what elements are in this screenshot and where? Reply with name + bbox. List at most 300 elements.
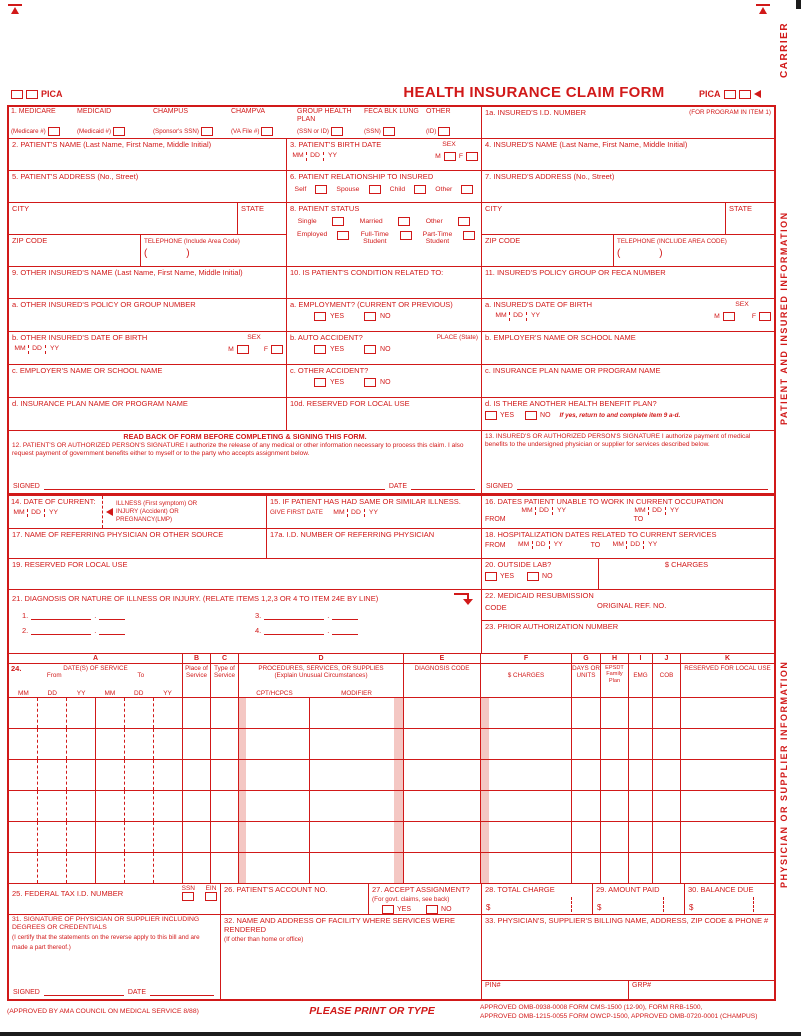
svc-charges-cell[interactable] bbox=[481, 822, 572, 852]
field-11b-employer-school-name[interactable] bbox=[482, 332, 774, 364]
status-other-checkbox[interactable] bbox=[458, 217, 470, 226]
svc-emg-cell[interactable] bbox=[629, 822, 653, 852]
field-22-medicaid-resubmission[interactable] bbox=[482, 590, 774, 621]
svc-cob-cell[interactable] bbox=[653, 791, 681, 821]
diagnosis-slot-4: 4. . bbox=[245, 626, 478, 641]
insured-telephone-field[interactable] bbox=[614, 235, 774, 266]
original-ref-area bbox=[597, 591, 771, 619]
grp-label: GRP# bbox=[632, 982, 652, 989]
patient-telephone-field[interactable] bbox=[141, 235, 286, 266]
svc-days-units-cell[interactable] bbox=[572, 822, 601, 852]
svc-epsdt-cell[interactable] bbox=[601, 853, 629, 883]
svc-cpt-cell[interactable] bbox=[239, 853, 310, 883]
svc-cpt-cell[interactable] bbox=[239, 729, 310, 759]
employment-yes-checkbox[interactable] bbox=[314, 312, 326, 321]
svc-from-yy-cell[interactable] bbox=[67, 698, 96, 728]
insured-signature-line[interactable] bbox=[517, 482, 768, 490]
date-subheaders bbox=[9, 690, 182, 697]
field-29-amount-paid[interactable] bbox=[593, 884, 685, 914]
svc-from-dd-cell[interactable] bbox=[38, 760, 67, 790]
row-b bbox=[9, 332, 774, 365]
svc-local-use-cell[interactable] bbox=[681, 729, 774, 759]
feca-checkbox[interactable] bbox=[383, 127, 395, 136]
status-employed-checkbox[interactable] bbox=[337, 231, 349, 240]
pregnancy-option: PREGNANCY(LMP) bbox=[116, 515, 173, 523]
field-17a-referring-physician-id[interactable] bbox=[267, 529, 482, 558]
svc-to-mm-cell[interactable] bbox=[96, 791, 125, 821]
from-label: FROM bbox=[485, 541, 506, 549]
svc-cob-cell[interactable] bbox=[653, 698, 681, 728]
svc-charges-cell[interactable] bbox=[481, 791, 572, 821]
form-title: HEALTH INSURANCE CLAIM FORM bbox=[403, 84, 665, 101]
dollar-sign: $ bbox=[486, 903, 491, 912]
modifier-label: MODIFIER bbox=[341, 689, 372, 697]
field-5-patient-address[interactable] bbox=[9, 171, 287, 202]
auto-accident-no-checkbox[interactable] bbox=[364, 345, 376, 354]
svc-to-mm-cell[interactable] bbox=[96, 853, 125, 883]
sex-female-checkbox[interactable] bbox=[759, 312, 771, 321]
diagnosis-code-line[interactable] bbox=[332, 612, 358, 620]
svc-from-mm-cell[interactable] bbox=[9, 698, 38, 728]
field-23-prior-authorization[interactable] bbox=[482, 621, 774, 632]
svc-diagnosis-code-cell[interactable] bbox=[404, 853, 481, 883]
col-h-header bbox=[601, 654, 629, 697]
condition-options bbox=[116, 500, 197, 523]
patient-zip-field[interactable] bbox=[9, 235, 141, 266]
option-sublabel: (ID) bbox=[426, 128, 437, 136]
svc-place-cell[interactable] bbox=[183, 791, 211, 821]
svc-from-dd-cell[interactable] bbox=[38, 822, 67, 852]
sex-female-checkbox[interactable] bbox=[271, 345, 283, 354]
svc-place-cell[interactable] bbox=[183, 698, 211, 728]
svc-to-dd-cell[interactable] bbox=[125, 729, 154, 759]
assignment-no-checkbox[interactable] bbox=[426, 905, 438, 914]
svc-days-units-cell[interactable] bbox=[572, 760, 601, 790]
svc-from-yy-cell[interactable] bbox=[67, 729, 96, 759]
svc-type-cell[interactable] bbox=[211, 791, 239, 821]
status-parttime-checkbox[interactable] bbox=[463, 231, 475, 240]
svc-days-units-cell[interactable] bbox=[572, 729, 601, 759]
sex-female-checkbox[interactable] bbox=[466, 152, 478, 161]
pica-checkbox[interactable] bbox=[724, 90, 736, 99]
scan-edge-artifact bbox=[0, 1032, 801, 1036]
field-33-billing-name-address[interactable] bbox=[482, 915, 774, 999]
status-fulltime-student-label: Full-Time Student bbox=[360, 231, 389, 246]
svc-from-yy-cell[interactable] bbox=[67, 853, 96, 883]
telephone-label: TELEPHONE (Include Area Code) bbox=[144, 238, 240, 245]
svc-to-dd-cell[interactable] bbox=[125, 822, 154, 852]
svc-local-use-cell[interactable] bbox=[681, 698, 774, 728]
pica-left-label: PICA bbox=[41, 89, 63, 99]
field-label: 15. IF PATIENT HAS HAD SAME OR SIMILAR ILLNESS. bbox=[270, 497, 461, 506]
grp-field[interactable] bbox=[629, 981, 774, 999]
outside-lab-no-checkbox[interactable] bbox=[527, 572, 539, 581]
champva-checkbox[interactable] bbox=[261, 127, 273, 136]
medicaid-checkbox[interactable] bbox=[113, 127, 125, 136]
svc-from-mm-cell[interactable] bbox=[9, 760, 38, 790]
svc-epsdt-cell[interactable] bbox=[601, 729, 629, 759]
svc-emg-cell[interactable] bbox=[629, 791, 653, 821]
field-label: 21. DIAGNOSIS OR NATURE OF ILLNESS OR INJURY. (RELATE ITEMS 1,2,3 OR 4 TO ITEM 24E BY LINE) bbox=[12, 594, 379, 603]
current-date-area[interactable] bbox=[9, 496, 103, 528]
svc-cob-cell[interactable] bbox=[653, 760, 681, 790]
svc-from-dd-cell[interactable] bbox=[38, 729, 67, 759]
svc-to-yy-cell[interactable] bbox=[154, 822, 183, 852]
another-plan-yes-checkbox[interactable] bbox=[485, 411, 497, 420]
svc-from-yy-cell[interactable] bbox=[67, 791, 96, 821]
field-label: b. EMPLOYER'S NAME OR SCHOOL NAME bbox=[485, 333, 636, 342]
svc-cpt-cell[interactable] bbox=[239, 791, 310, 821]
dd-label: DD bbox=[348, 509, 365, 517]
svc-from-mm-cell[interactable] bbox=[9, 822, 38, 852]
field-21-diagnosis bbox=[9, 590, 482, 653]
svc-cpt-cell[interactable] bbox=[239, 760, 310, 790]
svc-modifier-cell[interactable] bbox=[310, 791, 404, 821]
diagnosis-code-line[interactable] bbox=[31, 627, 91, 635]
field-label: 23. PRIOR AUTHORIZATION NUMBER bbox=[485, 622, 619, 631]
status-other-label: Other bbox=[425, 218, 443, 225]
col-title: $ CHARGES bbox=[507, 672, 545, 679]
other-checkbox[interactable] bbox=[438, 127, 450, 136]
svc-modifier-cell[interactable] bbox=[310, 698, 404, 728]
svc-charges-cell[interactable] bbox=[481, 729, 572, 759]
svc-local-use-cell[interactable] bbox=[681, 791, 774, 821]
patient-signature-line[interactable] bbox=[44, 482, 385, 490]
svc-emg-cell[interactable] bbox=[629, 760, 653, 790]
signed-label: SIGNED bbox=[486, 483, 513, 490]
field-9a-other-insured-policy[interactable] bbox=[9, 299, 287, 331]
insured-city-field[interactable] bbox=[482, 203, 726, 234]
relation-spouse-checkbox[interactable] bbox=[369, 185, 381, 194]
col-letter: I bbox=[629, 654, 652, 664]
row-referring-physician bbox=[9, 529, 774, 559]
field-label: 2. PATIENT'S NAME (Last Name, First Name, Middle Initial) bbox=[12, 140, 212, 149]
svc-to-mm-cell[interactable] bbox=[96, 822, 125, 852]
svc-from-dd-cell[interactable] bbox=[38, 791, 67, 821]
mm-label: MM bbox=[632, 507, 649, 515]
cents-divider bbox=[753, 897, 754, 912]
row-other-insured bbox=[9, 267, 774, 299]
svc-type-cell[interactable] bbox=[211, 853, 239, 883]
svc-from-yy-cell[interactable] bbox=[67, 760, 96, 790]
svc-emg-cell[interactable] bbox=[629, 729, 653, 759]
outside-lab-yes-checkbox[interactable] bbox=[485, 572, 497, 581]
ein-label: EIN bbox=[205, 885, 217, 892]
svc-cpt-cell[interactable] bbox=[239, 698, 310, 728]
other-accident-no-checkbox[interactable] bbox=[364, 378, 376, 387]
svc-modifier-cell[interactable] bbox=[310, 760, 404, 790]
give-first-date-label: GIVE FIRST DATE bbox=[270, 509, 323, 517]
yy-label: YY bbox=[76, 689, 86, 697]
svc-charges-cell[interactable] bbox=[481, 853, 572, 883]
field-4-insured-name[interactable] bbox=[482, 139, 774, 170]
no-label: NO bbox=[380, 346, 391, 353]
svc-local-use-cell[interactable] bbox=[681, 822, 774, 852]
field-11c-insurance-plan-name[interactable] bbox=[482, 365, 774, 397]
service-line-row bbox=[9, 853, 774, 884]
field-2-patient-name[interactable] bbox=[9, 139, 287, 170]
svc-to-yy-cell[interactable] bbox=[154, 760, 183, 790]
male-label: M bbox=[714, 313, 720, 320]
relation-child-checkbox[interactable] bbox=[414, 185, 426, 194]
patient-city-field[interactable] bbox=[9, 203, 238, 234]
field-19-reserved-local-use[interactable] bbox=[9, 559, 482, 589]
mm-label: MM bbox=[519, 507, 536, 515]
field-11-insured-policy-group[interactable] bbox=[482, 267, 774, 298]
telephone-label: TELEPHONE (INCLUDE AREA CODE) bbox=[617, 238, 727, 245]
phone-parens: ( ) bbox=[617, 247, 663, 259]
field-label: 3. PATIENT'S BIRTH DATE bbox=[290, 140, 382, 149]
svc-to-yy-cell[interactable] bbox=[154, 791, 183, 821]
field-label: b. OTHER INSURED'S DATE OF BIRTH bbox=[12, 333, 148, 342]
svc-to-mm-cell[interactable] bbox=[96, 729, 125, 759]
patient-state-field[interactable] bbox=[238, 203, 286, 234]
col-letter: J bbox=[653, 654, 680, 664]
svc-charges-cell[interactable] bbox=[481, 760, 572, 790]
svc-place-cell[interactable] bbox=[183, 729, 211, 759]
employment-no-checkbox[interactable] bbox=[364, 312, 376, 321]
svc-diagnosis-code-cell[interactable] bbox=[404, 822, 481, 852]
svc-local-use-cell[interactable] bbox=[681, 760, 774, 790]
svc-epsdt-cell[interactable] bbox=[601, 698, 629, 728]
svc-days-units-cell[interactable] bbox=[572, 791, 601, 821]
svc-to-yy-cell[interactable] bbox=[154, 853, 183, 883]
svc-type-cell[interactable] bbox=[211, 760, 239, 790]
field-17-referring-physician-name[interactable] bbox=[9, 529, 267, 558]
field-15-same-similar-illness[interactable] bbox=[267, 496, 482, 528]
another-plan-no-checkbox[interactable] bbox=[525, 411, 537, 420]
sex-male-checkbox[interactable] bbox=[237, 345, 249, 354]
physician-date-line[interactable] bbox=[150, 988, 214, 996]
svc-diagnosis-code-cell[interactable] bbox=[404, 791, 481, 821]
omb-approval-notes bbox=[472, 1004, 776, 1022]
svc-to-yy-cell[interactable] bbox=[154, 698, 183, 728]
no-label: NO bbox=[380, 313, 391, 320]
ssn-checkbox[interactable] bbox=[182, 892, 194, 901]
diagnosis-code-line[interactable] bbox=[264, 612, 324, 620]
svc-type-cell[interactable] bbox=[211, 729, 239, 759]
arrow-left-icon bbox=[754, 90, 761, 98]
field-30-balance-due[interactable] bbox=[685, 884, 774, 914]
field-10b-auto-accident bbox=[287, 332, 482, 364]
svc-epsdt-cell[interactable] bbox=[601, 822, 629, 852]
svc-emg-cell[interactable] bbox=[629, 853, 653, 883]
field-label: 16. DATES PATIENT UNABLE TO WORK IN CURRENT OCCUPATION bbox=[485, 497, 724, 506]
field-27-accept-assignment bbox=[369, 884, 482, 914]
field-label: c. OTHER ACCIDENT? bbox=[290, 366, 369, 375]
authorization-body: I authorize payment of medical benefits to the undersigned physician or supplier for services described below. bbox=[485, 433, 751, 449]
mm-label: MM bbox=[516, 541, 533, 549]
svc-type-cell[interactable] bbox=[211, 698, 239, 728]
field-note: (I certify that the statements on the reverse apply to this bill and are made a part thereof.) bbox=[12, 934, 200, 951]
svc-cpt-cell[interactable] bbox=[239, 822, 310, 852]
svc-from-dd-cell[interactable] bbox=[38, 698, 67, 728]
field-11d-another-health-plan bbox=[482, 398, 774, 430]
svc-to-mm-cell[interactable] bbox=[96, 760, 125, 790]
field-9-other-insured-name[interactable] bbox=[9, 267, 287, 298]
field-32-facility-name-address[interactable] bbox=[221, 915, 482, 999]
svc-cob-cell[interactable] bbox=[653, 853, 681, 883]
svc-local-use-cell[interactable] bbox=[681, 853, 774, 883]
other-accident-yes-checkbox[interactable] bbox=[314, 378, 326, 387]
auto-accident-yes-checkbox[interactable] bbox=[314, 345, 326, 354]
diagnosis-slot-1: 1. . bbox=[12, 611, 245, 626]
status-single-checkbox[interactable] bbox=[332, 217, 344, 226]
yes-label: YES bbox=[330, 313, 345, 320]
col-i-header bbox=[629, 654, 653, 697]
svc-diagnosis-code-cell[interactable] bbox=[404, 729, 481, 759]
svc-days-units-cell[interactable] bbox=[572, 698, 601, 728]
svc-from-mm-cell[interactable] bbox=[9, 729, 38, 759]
patient-signature-date-line[interactable] bbox=[411, 482, 475, 490]
svc-from-yy-cell[interactable] bbox=[67, 822, 96, 852]
row-d bbox=[9, 398, 774, 431]
col-letter: B bbox=[183, 654, 210, 664]
pica-checkbox[interactable] bbox=[11, 90, 23, 99]
assignment-yes-checkbox[interactable] bbox=[382, 905, 394, 914]
svc-from-dd-cell[interactable] bbox=[38, 853, 67, 883]
illness-option: ILLNESS (First symptom) OR bbox=[116, 500, 198, 508]
dd-label: DD bbox=[307, 152, 324, 160]
if-yes-note: If yes, return to and complete item 9 a-d. bbox=[559, 411, 681, 419]
field-1a-insured-id-number[interactable] bbox=[482, 107, 774, 138]
svc-to-mm-cell[interactable] bbox=[96, 698, 125, 728]
svc-to-yy-cell[interactable] bbox=[154, 729, 183, 759]
diagnosis-slot-2: 2. . bbox=[12, 626, 245, 641]
field-9d-insurance-plan-name[interactable] bbox=[9, 398, 287, 430]
field-label: 9. OTHER INSURED'S NAME (Last Name, First Name, Middle Initial) bbox=[12, 268, 243, 277]
diagnosis-code-line[interactable] bbox=[264, 627, 324, 635]
svc-from-mm-cell[interactable] bbox=[9, 791, 38, 821]
yy-label: YY bbox=[48, 509, 59, 516]
field-label: b. AUTO ACCIDENT? bbox=[290, 333, 363, 342]
champus-checkbox[interactable] bbox=[201, 127, 213, 136]
insured-state-field[interactable] bbox=[726, 203, 774, 234]
field-label: 30. BALANCE DUE bbox=[688, 885, 754, 894]
svc-place-cell[interactable] bbox=[183, 822, 211, 852]
svc-cob-cell[interactable] bbox=[653, 822, 681, 852]
pin-field[interactable] bbox=[482, 981, 629, 999]
sex-male-checkbox[interactable] bbox=[723, 312, 735, 321]
date-label: DATE bbox=[127, 989, 146, 996]
medicare-checkbox[interactable] bbox=[48, 127, 60, 136]
arrow-left-icon bbox=[106, 508, 113, 516]
col-title: EMG bbox=[633, 672, 648, 679]
svc-days-units-cell[interactable] bbox=[572, 853, 601, 883]
field-7-insured-address[interactable] bbox=[482, 171, 774, 202]
pica-checkbox[interactable] bbox=[739, 90, 751, 99]
svc-modifier-cell[interactable] bbox=[310, 822, 404, 852]
dd-label: DD bbox=[649, 507, 666, 515]
field-label: 26. PATIENT'S ACCOUNT NO. bbox=[224, 885, 328, 894]
diagnosis-code-line[interactable] bbox=[332, 627, 358, 635]
option-label: FECA BLK LUNG bbox=[364, 108, 419, 115]
col-g-header bbox=[572, 654, 601, 697]
field-26-patient-account-no[interactable] bbox=[221, 884, 369, 914]
diagnosis-code-line[interactable] bbox=[99, 627, 125, 635]
svc-charges-cell[interactable] bbox=[481, 698, 572, 728]
pin-label: PIN# bbox=[485, 982, 501, 989]
field-label: a. EMPLOYMENT? (CURRENT OR PREVIOUS) bbox=[290, 300, 453, 309]
dd-label: DD bbox=[627, 541, 644, 549]
outside-lab-charges-field[interactable] bbox=[599, 559, 774, 589]
col-b-header bbox=[183, 654, 211, 697]
svc-emg-cell[interactable] bbox=[629, 698, 653, 728]
insured-zip-field[interactable] bbox=[482, 235, 614, 266]
svc-from-mm-cell[interactable] bbox=[9, 853, 38, 883]
pica-checkbox[interactable] bbox=[26, 90, 38, 99]
relation-child-label: Child bbox=[389, 186, 406, 193]
status-married-checkbox[interactable] bbox=[398, 217, 410, 226]
group-health-checkbox[interactable] bbox=[331, 127, 343, 136]
read-back-notice: READ BACK OF FORM BEFORE COMPLETING & SIGNING THIS FORM. bbox=[123, 432, 367, 441]
sex-label: SEX bbox=[735, 301, 749, 308]
svc-modifier-cell[interactable] bbox=[310, 853, 404, 883]
slot-number: 4. bbox=[255, 626, 262, 635]
svc-diagnosis-code-cell[interactable] bbox=[404, 760, 481, 790]
field-label: 32. NAME AND ADDRESS OF FACILITY WHERE SERVICES WERE RENDERED bbox=[224, 916, 456, 934]
diagnosis-code-line[interactable] bbox=[99, 612, 125, 620]
service-line-row bbox=[9, 791, 774, 822]
physician-supplier-sidebar-label: PHYSICIAN OR SUPPLIER INFORMATION bbox=[779, 660, 789, 888]
col-title: DATE(S) OF SERVICE bbox=[63, 665, 128, 672]
field-9c-employer-school-name[interactable] bbox=[9, 365, 287, 397]
field-12-patient-signature bbox=[9, 431, 482, 493]
relation-other-checkbox[interactable] bbox=[461, 185, 473, 194]
field-13-insured-signature bbox=[482, 431, 774, 493]
svc-diagnosis-code-cell[interactable] bbox=[404, 698, 481, 728]
option-sublabel: (SSN) bbox=[364, 128, 381, 136]
ama-approval-note: (APPROVED BY AMA COUNCIL ON MEDICAL SERVICE 8/88) bbox=[7, 1008, 199, 1015]
ein-checkbox[interactable] bbox=[205, 892, 217, 901]
date-headers bbox=[632, 507, 683, 515]
form-footer bbox=[7, 1004, 776, 1022]
field-28-total-charge[interactable] bbox=[482, 884, 593, 914]
svc-to-dd-cell[interactable] bbox=[125, 760, 154, 790]
authorization-body: I authorize the release of any medical or other information necessary to process this claim. I also request payment of government benefits either to myself or to the party who accepts assignment below. bbox=[12, 442, 464, 458]
svc-to-dd-cell[interactable] bbox=[125, 698, 154, 728]
field-3-patient-birth-date[interactable] bbox=[287, 139, 482, 170]
row-patient-address bbox=[9, 171, 774, 203]
service-line-row bbox=[9, 822, 774, 853]
svc-place-cell[interactable] bbox=[183, 760, 211, 790]
sex-male-checkbox[interactable] bbox=[444, 152, 456, 161]
row-diagnosis bbox=[9, 590, 774, 654]
field-note: (If other than home or office) bbox=[224, 936, 304, 943]
svc-epsdt-cell[interactable] bbox=[601, 791, 629, 821]
option-sublabel: (Medicaid #) bbox=[77, 128, 112, 136]
diagnosis-code-line[interactable] bbox=[31, 612, 91, 620]
svc-to-dd-cell[interactable] bbox=[125, 853, 154, 883]
relation-self-checkbox[interactable] bbox=[315, 185, 327, 194]
svc-place-cell[interactable] bbox=[183, 853, 211, 883]
pin-grp-row bbox=[482, 980, 774, 999]
physician-signature-line[interactable] bbox=[44, 988, 124, 996]
svc-to-dd-cell[interactable] bbox=[125, 791, 154, 821]
col-title: RESERVED FOR LOCAL USE bbox=[684, 665, 771, 672]
svc-cob-cell[interactable] bbox=[653, 729, 681, 759]
svc-type-cell[interactable] bbox=[211, 822, 239, 852]
yes-label: YES bbox=[330, 346, 345, 353]
svc-modifier-cell[interactable] bbox=[310, 729, 404, 759]
svc-epsdt-cell[interactable] bbox=[601, 760, 629, 790]
option-group-health-plan bbox=[297, 108, 364, 136]
field-10d-reserved-local-use[interactable] bbox=[287, 398, 482, 430]
signature-date-line bbox=[13, 988, 214, 996]
option-label: GROUP HEALTH PLAN bbox=[297, 108, 352, 123]
status-fulltime-checkbox[interactable] bbox=[400, 231, 412, 240]
col-e-header bbox=[404, 654, 481, 697]
